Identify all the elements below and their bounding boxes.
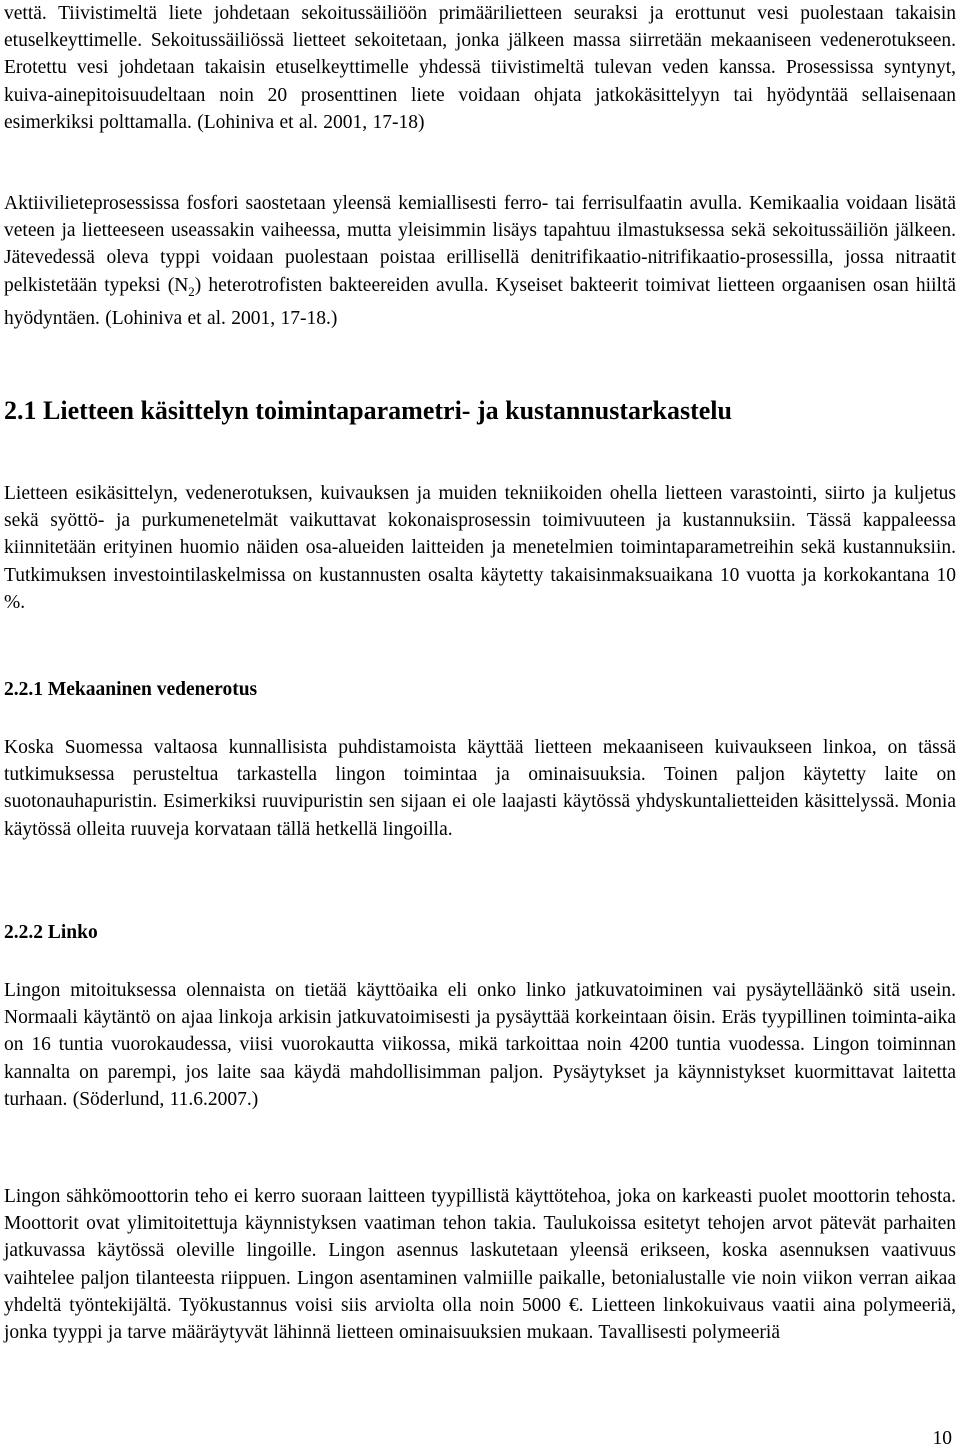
section-2-2-1-paragraph: Koska Suomessa valtaosa kunnallisista puhdistamoista käyttää lietteen mekaaniseen kuivaukseen linkoa, on tässä tutkimuksessa perusteltua tarkastella lingon toimintaa ja ominaisuuksia. Toinen paljon käytetty laite on suotonauhapuristin. Esimerkiksi ruuvipuristin sen sijaan ei ole laajasti käytössä yhdyskuntalietteiden käsittelyssä. Monia käytössä olleita ruuveja korvataan tällä hetkellä lingoilla. [4,737,956,840]
section-2-1-paragraph: Lietteen esikäsittelyn, vedenerotuksen, kuivauksen ja muiden tekniikoiden ohella lietteen varastointi, siirto ja kuljetus sekä syöttö- ja purkumenetelmät vaikuttavat kokonaisprosessin toimivuuteen ja kustannuksiin. Tässä kappaleessa kiinnitetään erityinen huomio näiden osa-alueiden laitteiden ja menetelmien toimintaparametreihin sekä kustannuksiin. Tutkimuksen investointilaskelmissa on kustannusten osalta käytetty takaisinmaksuaikana 10 vuotta ja korkokantana 10 %. [4,483,956,613]
intro-paragraph-2 [4,190,956,332]
section-2-2-2-paragraph-2: Lingon sähkömoottorin teho ei kerro suoraan laitteen tyypillistä käyttötehoa, joka on karkeasti puolet moottorin tehosta. Moottorit ovat ylimitoitettuja käynnistyksen vaatiman tehon takia. Taulukoissa esitetyt tehojen arvot pätevät parhaiten jatkuvassa käytössä oleville lingoille. Lingon asennus laskutetaan yleensä erikseen, koska asennuksen vaativuus vaihtelee paljon tilanteesta riippuen. Lingon asentaminen valmiille paikalle, betonialustalle vie noin viikon verran aikaa yhdeltä työntekijältä. Työkustannus voisi siis arviolta olla noin 5000 €. Lietteen linkokuivaus vaatii aina polymeeriä, jonka tyyppi ja tarve määräytyvät lähinnä lietteen ominaisuuksien mukaan. Tavallisesti polymeeriä [4,1186,956,1344]
section-2-2-2-paragraph-1: Lingon mitoituksessa olennaista on tietää käyttöaika eli onko linko jatkuvatoiminen vai pysäytelläänkö sitä usein. Normaali käytäntö on ajaa linkoja arkisin jatkuvatoimisesti ja pysäyttää korkeintaan öisin. Eräs tyypillinen toiminta-aika on 16 tuntia vuorokaudessa, viisi vuorokautta viikossa, mikä tarkoittaa noin 4200 tuntia vuodessa. Lingon toiminnan kannalta on parempi, jos laite saa käydä mahdollisimman paljon. Pysäytykset ja käynnistykset kuormittavat laitetta turhaan. (Söderlund, 11.6.2007.) [4,980,956,1110]
subscript-2: 2 [188,283,195,299]
section-heading-2-2-1: 2.2.1 Mekaaninen vedenerotus [4,679,258,700]
intro-paragraph-2-text-a: Aktiivilieteprosessissa fosfori saostetaan yleensä kemiallisesti ferro- tai ferrisulfaatin avulla. Kemikaalia voidaan lisätä veteen ja lietteeseen useassakin vaiheessa, mutta yleisimmin lisäys tapahtuu ilmastuksessa sekä sekoitussäiliön jälkeen. Jätevedessä oleva typpi voidaan puolestaan poistaa erillisellä denitrifikaatio-nitrifikaatio-prosessilla, jossa nitraatit pelkistetään typeksi (N [4,193,956,296]
intro-paragraph-2-text-b: ) heterotrofisten bakteereiden avulla. Kyseiset bakteerit toimivat lietteen orgaanisen osan hiiltä hyödyntäen. (Lohiniva et al. 2001, 17-18.) [4,274,956,329]
section-heading-2-1: 2.1 Lietteen käsittelyn toimintaparametri- ja kustannustarkastelu [4,396,732,425]
section-heading-2-2-2: 2.2.2 Linko [4,922,98,943]
page-number: 10 [932,1428,952,1449]
intro-paragraph-1: vettä. Tiivistimeltä liete johdetaan sekoitussäiliöön primäärilietteen seuraksi ja erottunut vesi puolestaan takaisin etuselkeyttimelle. Sekoitussäiliössä lietteet sekoitetaan, jonka jälkeen massa siirretään mekaaniseen vedenerotukseen. Erotettu vesi johdetaan takaisin etuselkeyttimelle yhdessä tiivistimeltä tulevan veden kanssa. Prosessissa syntynyt, kuiva-ainepitoisuudeltaan noin 20 prosenttinen liete voidaan ohjata jatkokäsittelyyn tai hyödyntää sellaisenaan esimerkiksi polttamalla. (Lohiniva et al. 2001, 17-18) [4,3,956,133]
